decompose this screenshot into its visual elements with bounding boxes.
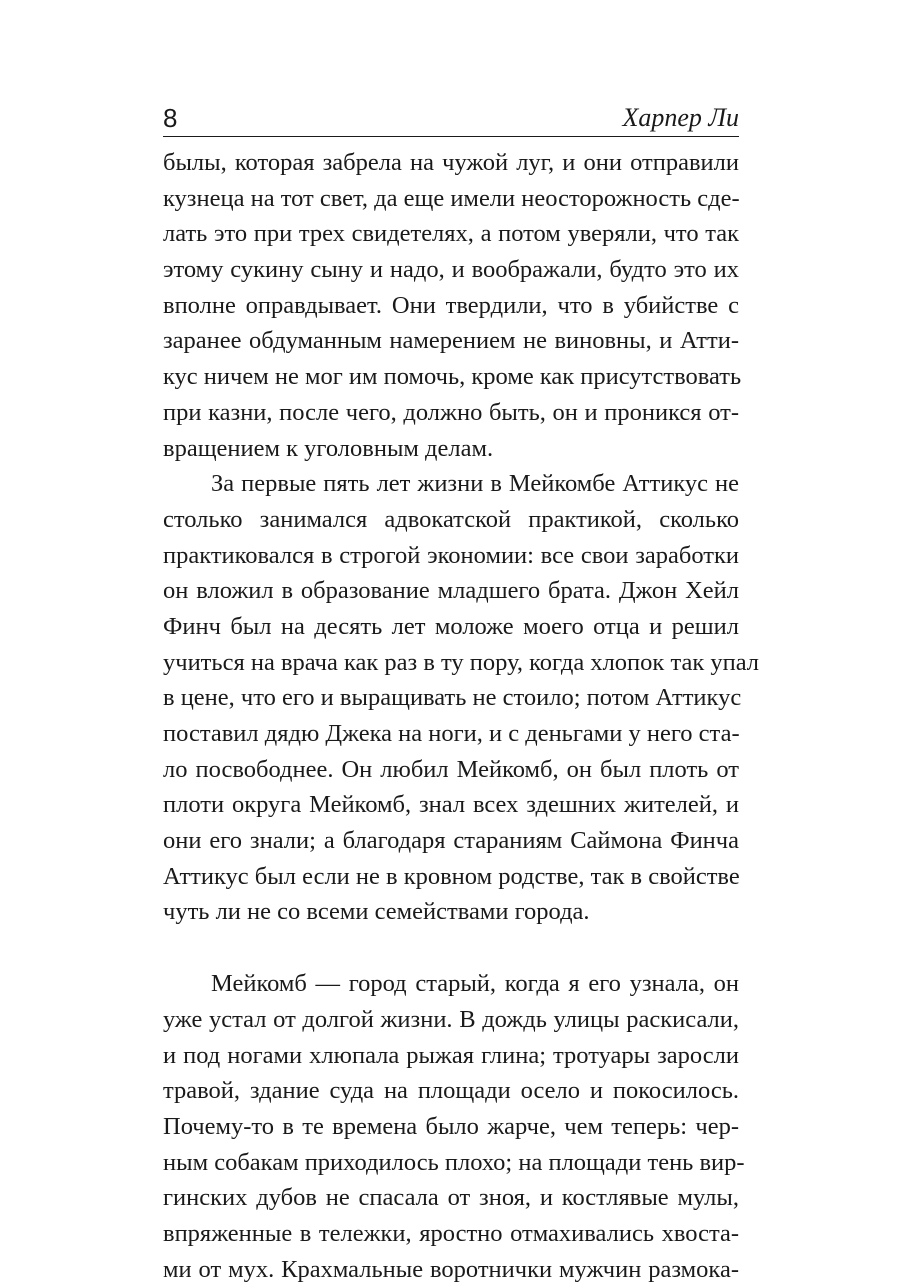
text-line: практиковался в строгой экономии: все свои заработки (163, 541, 739, 569)
text-line: учиться на врача как раз в ту пору, когда хлопок так упал (163, 648, 760, 676)
paragraph (163, 466, 760, 930)
text-line: они его знали; а благодаря стараниям Саймона Финча (163, 827, 739, 855)
text-line: заранее обдуманным намерением не виновны, и Атти- (163, 327, 739, 355)
text-line: Финч был на десять лет моложе моего отца и решил (163, 612, 739, 640)
text-line: травой, здание суда на площади осело и покосилось. (163, 1077, 739, 1105)
text-line: Мейкомб — город старый, когда я его узнала, он (211, 970, 739, 998)
text-line: и под ногами хлюпала рыжая глина; тротуары заросли (163, 1041, 739, 1069)
text-line: он вложил в образование младшего брата. Джон Хейл (163, 577, 739, 605)
text-line: при казни, после чего, должно быть, он и проникся от- (163, 398, 739, 426)
section-break (163, 930, 739, 966)
text-line: в цене, что его и выращивать не стоило; потом Аттикус (163, 684, 742, 712)
text-line: кус ничем не мог им помочь, кроме как присутствовать (163, 363, 742, 391)
text-line: ным собакам приходилось плохо; на площади тень вир- (163, 1148, 745, 1176)
text-line: плоти округа Мейкомб, знал всех здешних жителей, и (163, 791, 739, 819)
text-line: поставил дядю Джека на ноги, и с деньгами у него ста- (163, 720, 740, 747)
author-name: Харпер Ли (622, 103, 739, 132)
text-line: Почему-то в те времена было жарче, чем теперь: чер- (163, 1112, 739, 1140)
text-line: этому сукину сыну и надо, и воображали, будто это их (163, 256, 739, 284)
text-line: уже устал от долгой жизни. В дождь улицы раскисали, (163, 1005, 739, 1033)
text-line: Аттикус был если не в кровном родстве, так в свойстве (163, 862, 740, 890)
text-line: вращением к уголовным делам. (163, 434, 494, 462)
book-page (163, 98, 760, 1287)
paragraph (163, 966, 745, 1287)
text-line: столько занимался адвокатской практикой, сколько (163, 505, 739, 533)
text-line: чуть ли не со всеми семействами города. (163, 898, 590, 926)
text-line: За первые пять лет жизни в Мейкомбе Аттикус не (211, 470, 739, 498)
text-line: впряженные в тележки, яростно отмахивались хвоста- (163, 1219, 739, 1247)
text-line: ми от мух. Крахмальные воротнички мужчин размока- (163, 1255, 739, 1283)
paragraph (163, 145, 742, 466)
text-line: вполне оправдывает. Они твердили, что в убийстве с (163, 291, 739, 319)
text-line: кузнеца на тот свет, да еще имели неосторожность сде- (163, 184, 740, 212)
text-line: ло посвободнее. Он любил Мейкомб, он был плоть от (163, 755, 739, 783)
text-line: былы, которая забрела на чужой луг, и они отправили (163, 149, 739, 176)
running-head (163, 98, 739, 137)
text-line: гинских дубов не спасала от зноя, и костлявые мулы, (163, 1184, 739, 1212)
page-number: 8 (163, 103, 178, 133)
body-text (163, 145, 760, 1287)
text-line: лать это при трех свидетелях, а потом уверяли, что так (163, 220, 739, 248)
